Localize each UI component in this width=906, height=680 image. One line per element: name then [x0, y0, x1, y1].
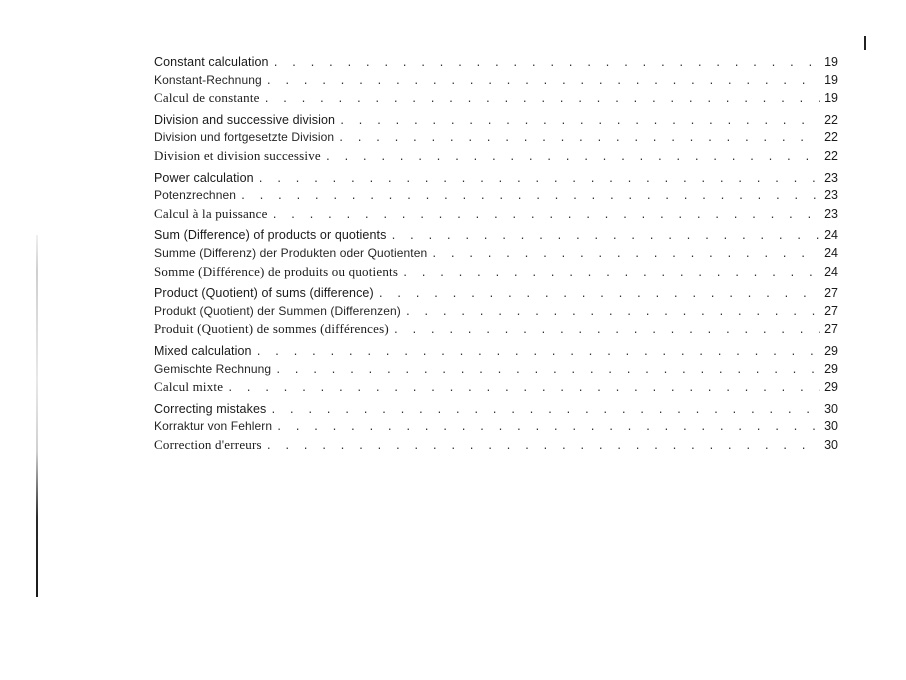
dot-leader — [338, 130, 820, 148]
toc-entry-fr — [154, 263, 838, 281]
entry-title: Division et division successive — [154, 147, 321, 163]
dot-leader — [272, 207, 820, 225]
dot-leader — [264, 91, 820, 109]
page-number: 19 — [824, 91, 838, 106]
dot-leader — [240, 188, 820, 206]
page-number: 22 — [824, 148, 838, 163]
dot-leader — [275, 362, 820, 380]
dot-leader — [266, 438, 820, 456]
entry-title: Mixed calculation — [154, 343, 252, 358]
entry-title: Calcul de constante — [154, 90, 260, 106]
toc-group-mixed-calculation — [154, 343, 838, 396]
page-corner-mark — [864, 36, 866, 50]
entry-title: Sum (Difference) of products or quotients — [154, 228, 387, 243]
toc-entry-en — [154, 170, 838, 188]
entry-title: Division and successive division — [154, 112, 336, 127]
page-number: 23 — [824, 188, 838, 203]
dot-leader — [273, 55, 820, 73]
entry-title: Calcul à la puissance — [154, 205, 268, 221]
dot-leader — [258, 171, 820, 189]
page-number: 29 — [824, 380, 838, 395]
left-margin-rule — [36, 235, 38, 597]
entry-title: Produit (Quotient) de sommes (différences) — [154, 321, 389, 337]
page-number: 30 — [824, 419, 838, 434]
page-number: 23 — [824, 170, 838, 185]
dot-leader — [339, 113, 820, 131]
toc-entry-en — [154, 285, 838, 303]
dot-leader — [378, 286, 820, 304]
dot-leader — [431, 246, 820, 264]
toc-group-division — [154, 112, 838, 165]
dot-leader — [270, 402, 820, 420]
page-number: 19 — [824, 72, 838, 87]
page-number: 27 — [824, 322, 838, 337]
toc-group-correcting-mistakes — [154, 401, 838, 454]
page-number: 29 — [824, 361, 838, 376]
entry-title: Division und fortgesetzte Division — [154, 130, 335, 145]
table-of-contents — [154, 54, 838, 458]
dot-leader — [227, 380, 820, 398]
toc-entry-de — [154, 72, 838, 90]
page-number: 27 — [824, 303, 838, 318]
entry-title: Produkt (Quotient) der Summen (Differenzen) — [154, 303, 401, 318]
entry-title: Power calculation — [154, 170, 254, 185]
entry-title: Summe (Differenz) der Produkten oder Quotienten — [154, 245, 428, 260]
toc-group-sum-of-products — [154, 227, 838, 280]
toc-entry-fr — [154, 147, 838, 165]
toc-entry-fr — [154, 436, 838, 454]
toc-entry-de — [154, 418, 838, 436]
page-number: 30 — [824, 437, 838, 452]
dot-leader — [276, 419, 820, 437]
toc-entry-en — [154, 112, 838, 130]
toc-entry-de — [154, 361, 838, 379]
page-number: 24 — [824, 264, 838, 279]
entry-title: Gemischte Rechnung — [154, 361, 272, 376]
entry-title: Korraktur von Fehlern — [154, 419, 273, 434]
page-number: 29 — [824, 343, 838, 358]
entry-title: Konstant-Rechnung — [154, 72, 262, 87]
dot-leader — [266, 73, 820, 91]
toc-entry-de — [154, 245, 838, 263]
toc-entry-fr — [154, 378, 838, 396]
toc-entry-en — [154, 401, 838, 419]
toc-group-product-of-sums — [154, 285, 838, 338]
dot-leader — [402, 265, 820, 283]
page-number: 24 — [824, 245, 838, 260]
entry-title: Correction d'erreurs — [154, 436, 262, 452]
entry-title: Product (Quotient) of sums (difference) — [154, 286, 374, 301]
dot-leader — [393, 322, 820, 340]
dot-leader — [405, 304, 820, 322]
toc-entry-fr — [154, 205, 838, 223]
entry-title: Correcting mistakes — [154, 401, 267, 416]
entry-title: Calcul mixte — [154, 379, 224, 395]
toc-group-constant-calculation — [154, 54, 838, 107]
page-number: 19 — [824, 55, 838, 69]
page-number: 23 — [824, 206, 838, 221]
page-number: 27 — [824, 286, 838, 301]
page-number: 30 — [824, 401, 838, 416]
toc-entry-en — [154, 227, 838, 245]
dot-leader — [390, 228, 820, 246]
toc-group-power-calculation — [154, 170, 838, 223]
dot-leader — [325, 149, 820, 167]
page-number: 22 — [824, 112, 838, 127]
toc-entry-de — [154, 129, 838, 147]
toc-entry-en — [154, 54, 838, 72]
dot-leader — [256, 344, 820, 362]
toc-entry-de — [154, 303, 838, 321]
toc-entry-en — [154, 343, 838, 361]
page-number: 24 — [824, 228, 838, 243]
toc-entry-fr — [154, 89, 838, 107]
toc-entry-de — [154, 187, 838, 205]
entry-title: Somme (Différence) de produits ou quotients — [154, 263, 399, 279]
entry-title: Potenzrechnen — [154, 188, 237, 203]
toc-entry-fr — [154, 320, 838, 338]
page-number: 22 — [824, 130, 838, 145]
entry-title: Constant calculation — [154, 55, 269, 69]
